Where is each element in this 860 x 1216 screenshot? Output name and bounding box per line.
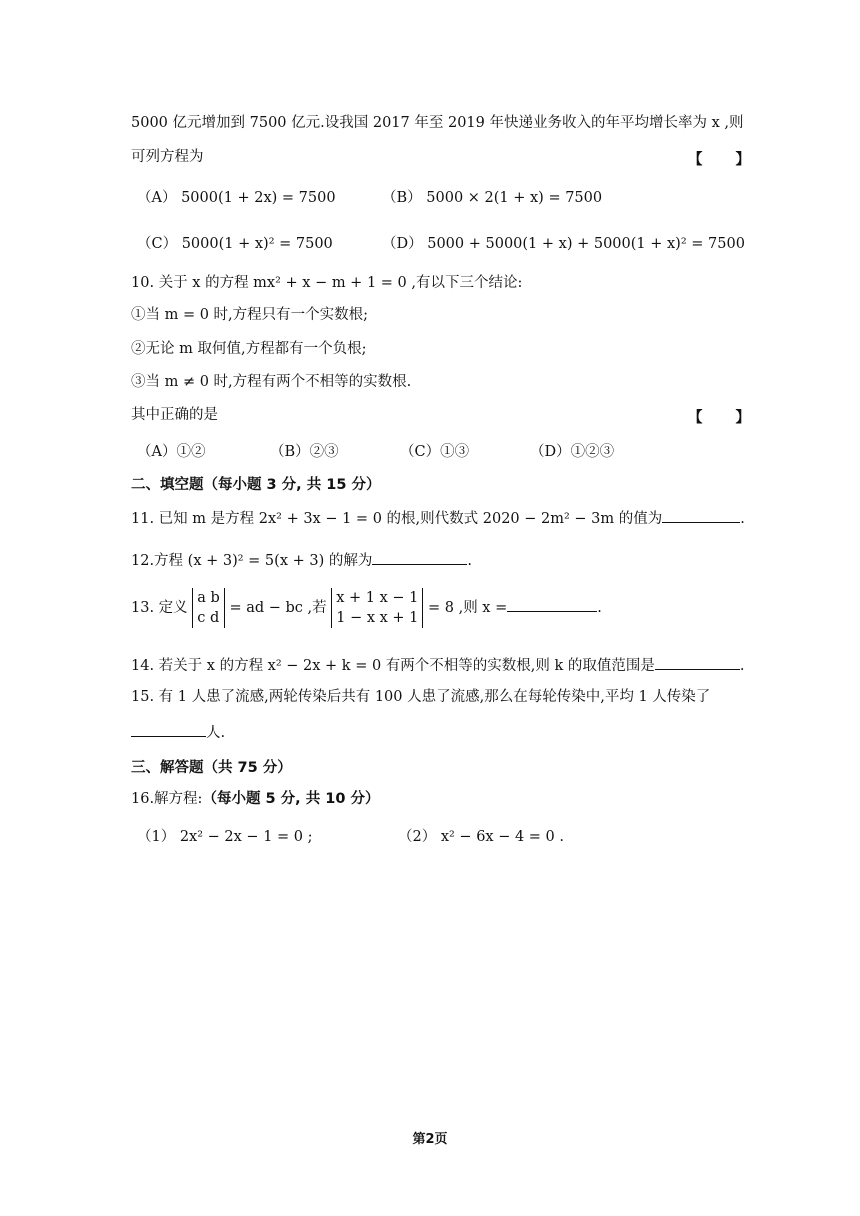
q9-line2: 可列方程为 (131, 149, 204, 165)
q9-answer-bracket: 【 】 (688, 152, 765, 168)
q16-part-1: （1） 2x² − 2x − 1 = 0 ; (137, 829, 313, 845)
q14-answer-blank (655, 655, 740, 670)
q10-statement-1: ①当 m = 0 时,方程只有一个实数根; (131, 307, 369, 323)
q16-stem-text: 16.解方程: (131, 791, 203, 807)
q13-det1-row1: a b (197, 590, 220, 606)
q13-det2-row1: x + 1 x − 1 (336, 590, 419, 606)
q13-prefix: 13. 定义 (131, 600, 188, 616)
q15-line1: 15. 有 1 人患了流感,两轮传染后共有 100 人患了流感,那么在每轮传染中,平均 1 人传染了 (131, 689, 711, 705)
q9-option-c: （C） 5000(1 + x)² = 7500 (137, 236, 333, 252)
q9-option-b: （B） 5000 × 2(1 + x) = 7500 (382, 190, 603, 206)
q10-statement-3: ③当 m ≠ 0 时,方程有两个不相等的实数根. (131, 374, 412, 390)
q10-stem: 10. 关于 x 的方程 mx² + x − m + 1 = 0 ,有以下三个结论: (131, 275, 523, 291)
q14 (131, 655, 745, 675)
q11-answer-blank (662, 508, 740, 523)
q13 (131, 588, 602, 628)
q10-ask: 其中正确的是 (131, 407, 218, 423)
q15-answer-blank (131, 722, 206, 737)
q16-stem-points: （每小题 5 分, 共 10 分） (202, 791, 380, 807)
section-fill-in-heading: 二、填空题（每小题 3 分, 共 15 分） (131, 477, 381, 493)
q9-option-a: （A） 5000(1 + 2x) = 7500 (137, 190, 336, 206)
q15-end: 人. (206, 725, 226, 741)
q14-text: 14. 若关于 x 的方程 x² − 2x + k = 0 有两个不相等的实数根,则 k 的取值范围是 (131, 658, 655, 674)
q13-det1-row2: c d (197, 610, 220, 626)
q11-end: . (740, 511, 745, 527)
q10-answer-bracket: 【 】 (688, 410, 765, 426)
q13-answer-blank (507, 597, 597, 612)
q13-suffix: = 8 ,则 x = (428, 600, 508, 616)
q12-text: 12.方程 (x + 3)² = 5(x + 3) 的解为 (131, 553, 373, 569)
q9-option-d: （D） 5000 + 5000(1 + x) + 5000(1 + x)² = 7500 (382, 236, 745, 252)
q13-det2-row2: 1 − x x + 1 (336, 610, 419, 626)
q16-part-2: （2） x² − 6x − 4 = 0 . (398, 829, 564, 845)
q13-determinant-definition (192, 588, 225, 628)
q13-determinant-equation (331, 588, 423, 628)
q12 (131, 550, 472, 570)
q15-line2 (131, 722, 225, 742)
q10-option-b: （B）②③ (270, 444, 339, 460)
q13-mid: = ad − bc ,若 (229, 600, 327, 616)
q11 (131, 508, 745, 528)
q10-option-a: （A）①② (137, 444, 206, 460)
q10-option-c: （C）①③ (400, 444, 470, 460)
q10-option-d: （D）①②③ (530, 444, 615, 460)
q16-stem (131, 790, 379, 808)
q10-statement-2: ②无论 m 取何值,方程都有一个负根; (131, 341, 367, 357)
q9-line1: 5000 亿元增加到 7500 亿元.设我国 2017 年至 2019 年快递业务收入的年平均增长率为 x ,则 (131, 115, 744, 131)
q11-text: 11. 已知 m 是方程 2x² + 3x − 1 = 0 的根,则代数式 2020 − 2m² − 3m 的值为 (131, 511, 663, 527)
q14-end: . (739, 658, 745, 674)
page-number: 第2页 (412, 1132, 448, 1147)
q13-end: . (597, 600, 602, 616)
section-solve-heading: 三、解答题（共 75 分） (131, 760, 292, 776)
q12-answer-blank (372, 550, 467, 565)
q12-end: . (467, 553, 472, 569)
